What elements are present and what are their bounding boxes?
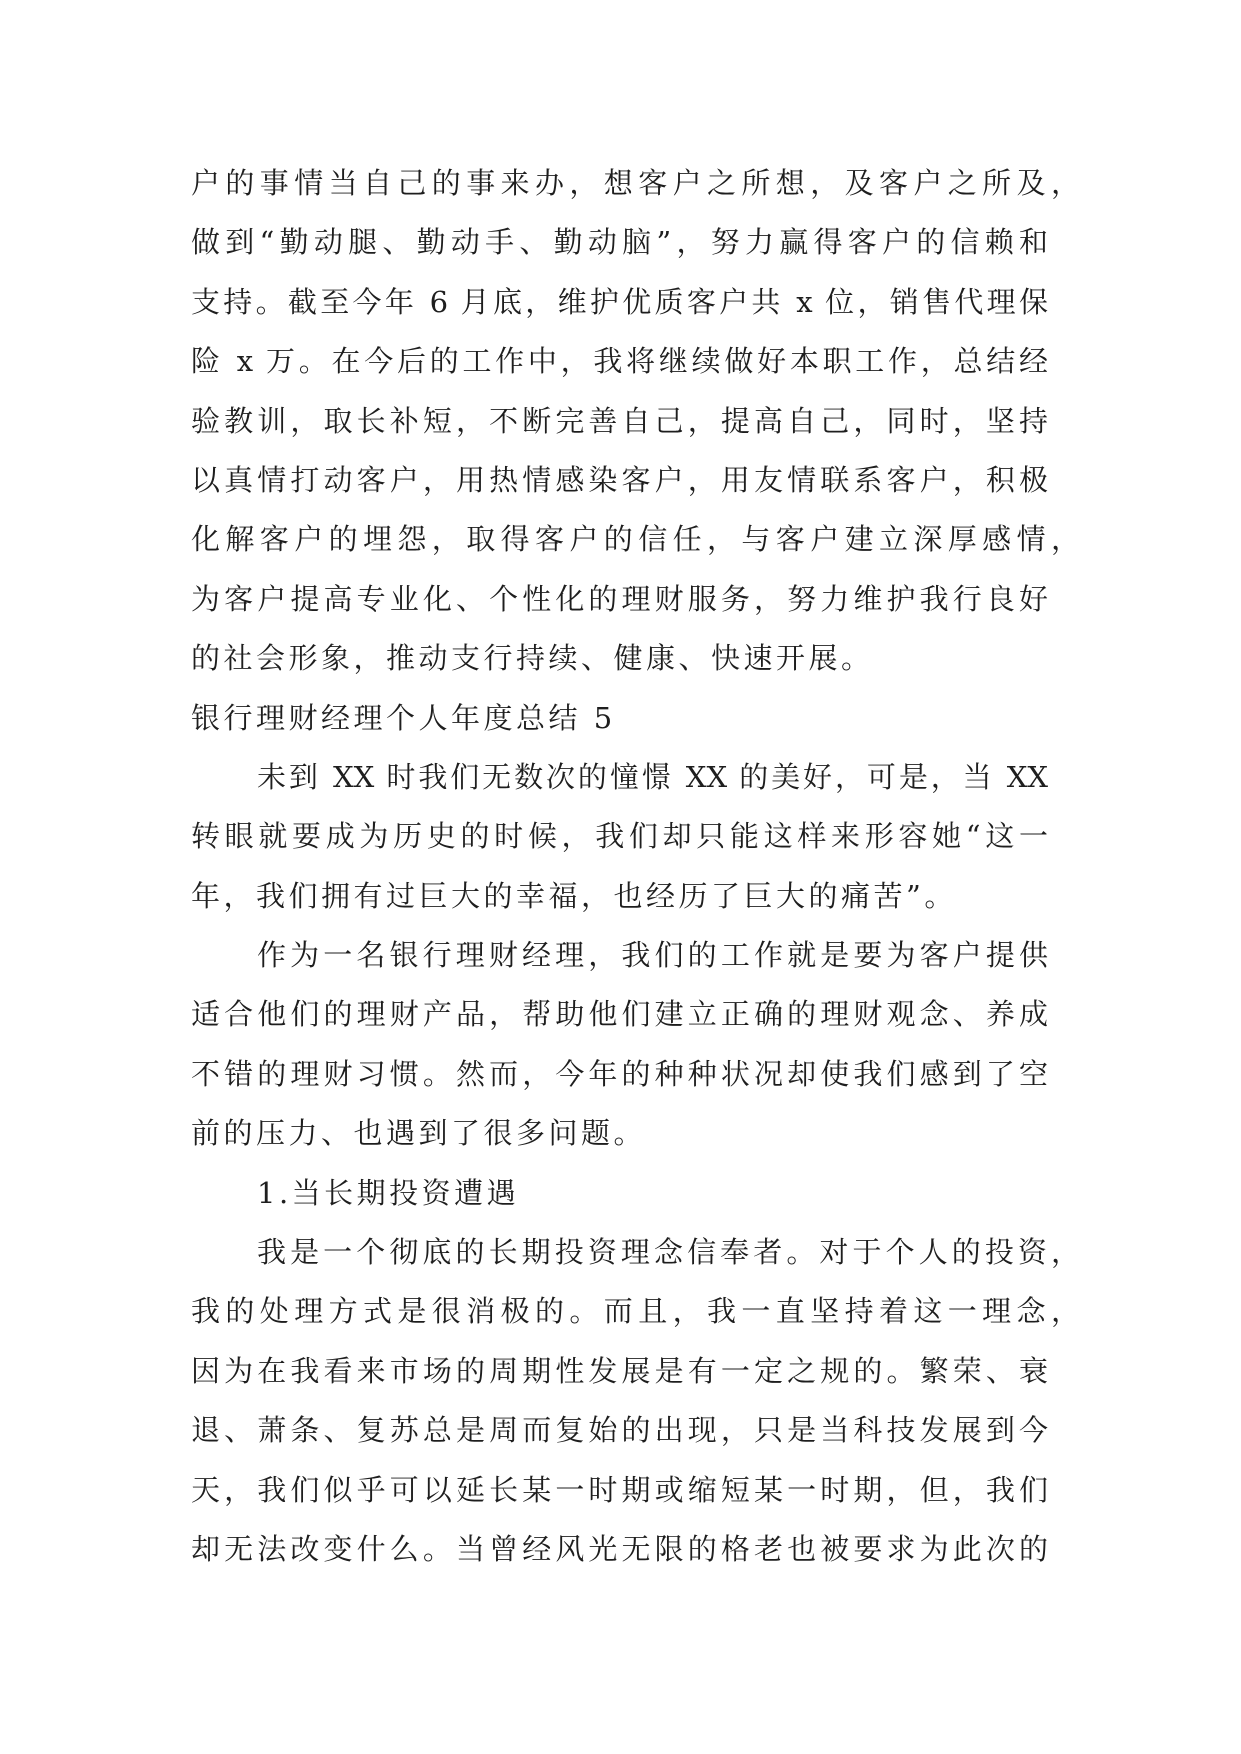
text-line: 适合他们的理财产品，帮助他们建立正确的理财观念、养成 [191, 997, 1048, 1032]
paragraph [191, 748, 1091, 926]
text-line: 的社会形象，推动支行持续、健康、快速开展。 [191, 641, 874, 676]
subheading: 1.当长期投资遭遇 [257, 1175, 520, 1210]
text-line: 天，我们似乎可以延长某一时期或缩短某一时期，但，我们 [191, 1472, 1048, 1507]
text-line: 支持。截至今年 6 月底，维护优质客户共 x 位，销售代理保 [191, 284, 1048, 319]
document-body [191, 154, 1091, 1579]
text-line: 以真情打动客户，用热情感染客户，用友情联系客户，积极 [191, 462, 1048, 497]
text-line: 不错的理财习惯。然而，今年的种种状况却使我们感到了空 [191, 1056, 1048, 1091]
text-line: 我是一个彻底的长期投资理念信奉者。对于个人的投资， [257, 1235, 1080, 1270]
text-line: 退、萧条、复苏总是周而复始的出现，只是当科技发展到今 [191, 1413, 1048, 1448]
text-line: 我的处理方式是很消极的。而且，我一直坚持着这一理念， [191, 1294, 1080, 1329]
text-line: 却无法改变什么。当曾经风光无限的格老也被要求为此次的 [191, 1531, 1048, 1566]
text-line: 验教训，取长补短，不断完善自己，提高自己，同时，坚持 [191, 403, 1048, 438]
text-line: 户的事情当自己的事来办，想客户之所想，及客户之所及， [191, 166, 1080, 200]
text-line: 因为在我看来市场的周期性发展是有一定之规的。繁荣、衰 [191, 1353, 1048, 1388]
text-line: 转眼就要成为历史的时候，我们却只能这样来形容她“这一 [191, 819, 1048, 854]
text-line: 年，我们拥有过巨大的幸福，也经历了巨大的痛苦”。 [191, 878, 957, 913]
paragraph [191, 1223, 1091, 1579]
text-line: 未到 XX 时我们无数次的憧憬 XX 的美好，可是，当 XX [257, 759, 1048, 794]
text-line: 化解客户的埋怨，取得客户的信任，与客户建立深厚感情， [191, 522, 1080, 557]
section-title: 银行理财经理个人年度总结 5 [191, 700, 616, 735]
text-line: 作为一名银行理财经理，我们的工作就是要为客户提供 [257, 938, 1048, 973]
text-line: 前的压力、也遇到了很多问题。 [191, 1116, 647, 1151]
text-line: 险 x 万。在今后的工作中，我将继续做好本职工作，总结经 [191, 344, 1048, 379]
paragraph [191, 926, 1091, 1164]
text-line: 为客户提高专业化、个性化的理财服务，努力维护我行良好 [191, 581, 1048, 616]
text-line: 做到“勤动腿、勤动手、勤动脑”，努力赢得客户的信赖和 [191, 225, 1048, 260]
paragraph-continued [191, 154, 1091, 689]
